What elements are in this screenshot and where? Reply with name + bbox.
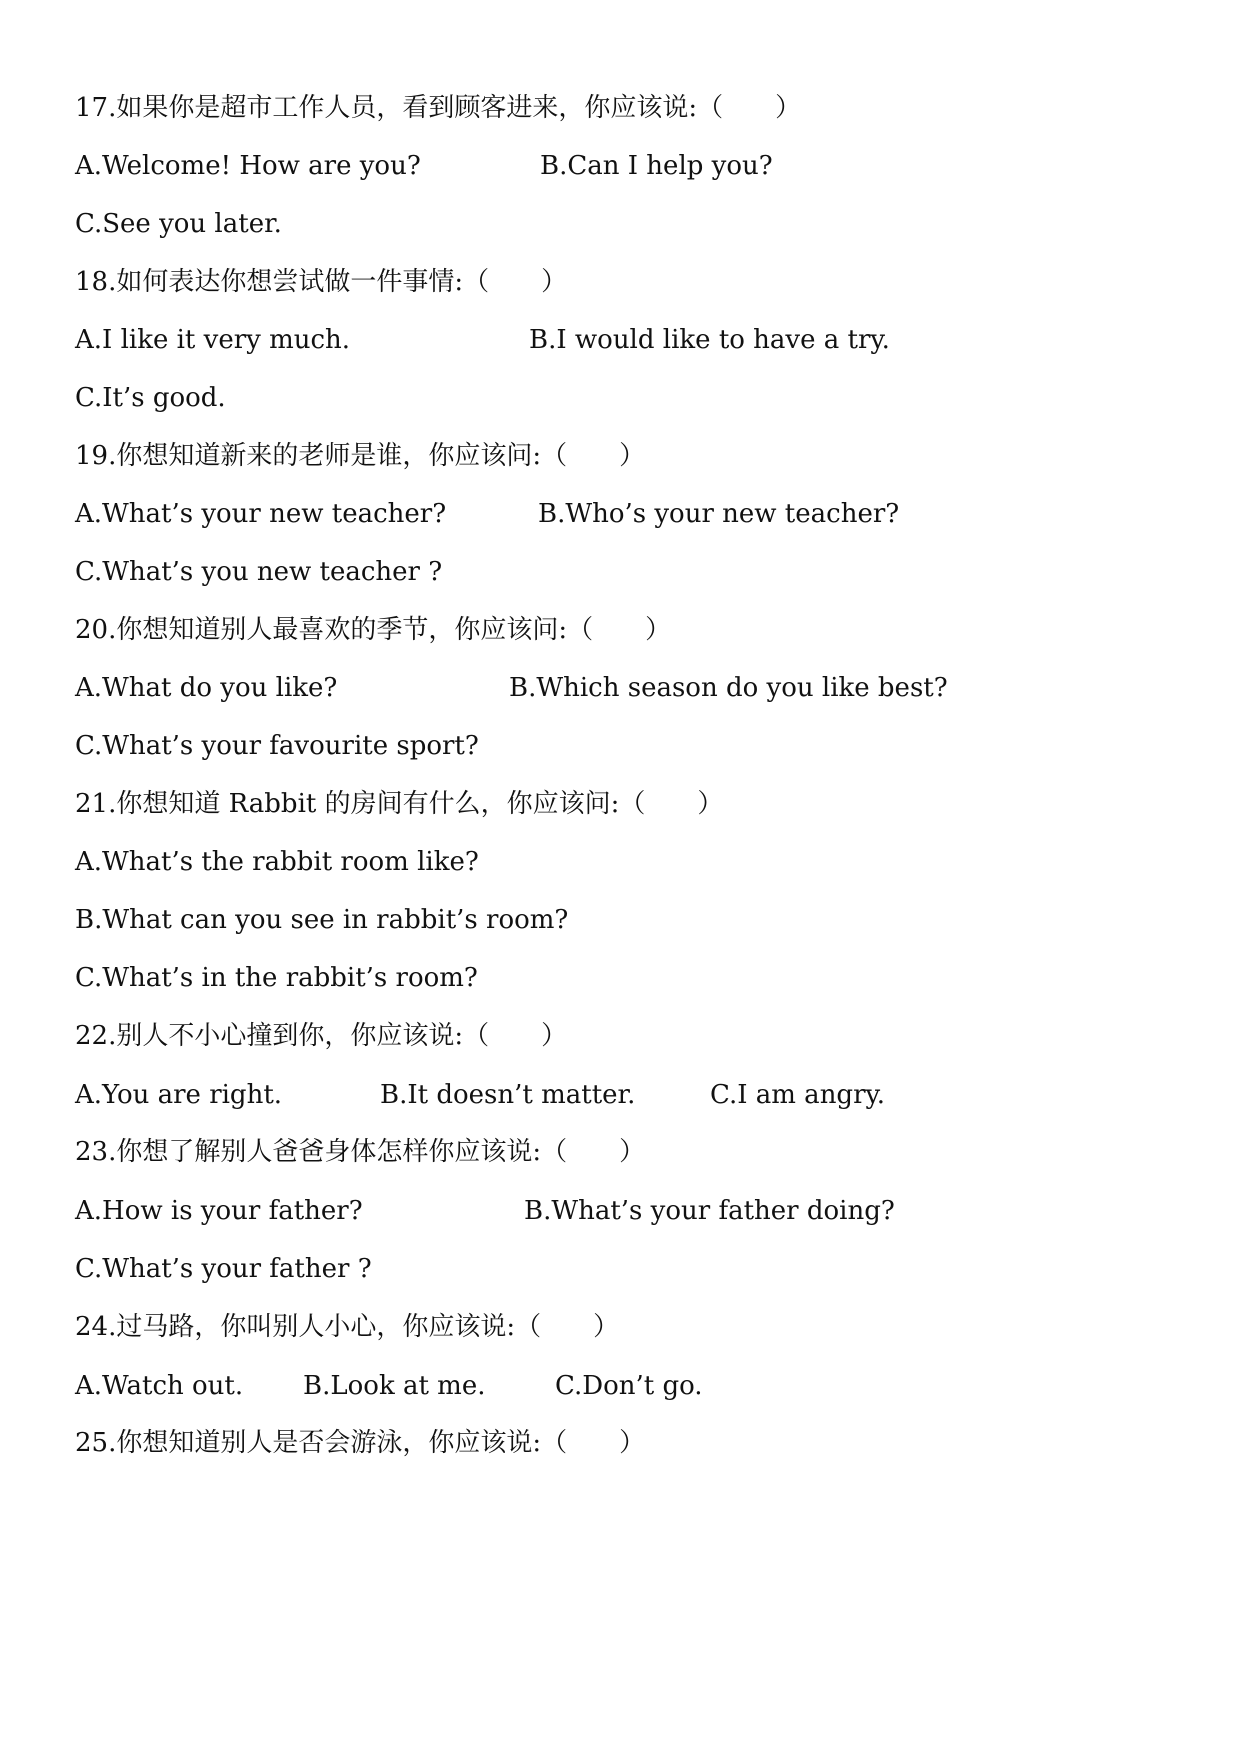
question-23-option-b: B.What’s your father doing? (524, 1196, 895, 1226)
question-19-option-b: B.Who’s your new teacher? (538, 499, 900, 529)
question-24-option-b: B.Look at me. (303, 1371, 486, 1401)
question-25-stem: 25.你想知道别人是否会游泳，你应该说:（ ） (75, 1428, 646, 1458)
question-17-options-row-1 (75, 146, 1175, 186)
question-22-option-b: B.It doesn’t matter. (380, 1080, 636, 1110)
question-22-options-row (75, 1075, 1175, 1115)
question-20-stem: 20.你想知道别人最喜欢的季节，你应该问:（ ） (75, 615, 672, 645)
question-21-option-c: C.What’s in the rabbit’s room? (75, 963, 478, 993)
question-17-stem: 17.如果你是超市工作人员，看到顾客进来，你应该说:（ ） (75, 93, 802, 123)
question-21-option-a: A.What’s the rabbit room like? (75, 847, 479, 877)
question-24-option-c: C.Don’t go. (555, 1371, 703, 1401)
question-18-option-b: B.I would like to have a try. (529, 325, 890, 355)
question-19-option-a: A.What’s your new teacher? (75, 499, 447, 529)
question-17-option-b: B.Can I help you? (540, 151, 773, 181)
question-23-options-row-1 (75, 1191, 1175, 1231)
question-22-option-c: C.I am angry. (710, 1080, 886, 1110)
question-18-stem: 18.如何表达你想尝试做一件事情:（ ） (75, 267, 568, 297)
question-17-option-a: A.Welcome! How are you? (75, 151, 421, 181)
question-20-options-row-1 (75, 668, 1175, 708)
question-19-stem: 19.你想知道新来的老师是谁，你应该问:（ ） (75, 441, 646, 471)
question-19-option-c: C.What’s you new teacher ? (75, 557, 443, 587)
question-23-stem: 23.你想了解别人爸爸身体怎样你应该说:（ ） (75, 1137, 646, 1167)
question-24-stem: 24.过马路，你叫别人小心，你应该说:（ ） (75, 1312, 620, 1342)
question-18-option-a: A.I like it very much. (75, 325, 351, 355)
question-23-option-c: C.What’s your father ? (75, 1254, 372, 1284)
question-19-options-row-1 (75, 494, 1175, 534)
question-17-option-c: C.See you later. (75, 209, 282, 239)
question-21-option-b: B.What can you see in rabbit’s room? (75, 905, 569, 935)
question-18-option-c: C.It’s good. (75, 383, 226, 413)
question-23-option-a: A.How is your father? (75, 1196, 363, 1226)
question-22-stem: 22.别人不小心撞到你，你应该说:（ ） (75, 1021, 568, 1051)
question-24-options-row (75, 1366, 1175, 1406)
question-20-option-a: A.What do you like? (75, 673, 338, 703)
question-24-option-a: A.Watch out. (75, 1371, 244, 1401)
question-18-options-row-1 (75, 320, 1175, 360)
question-22-option-a: A.You are right. (75, 1080, 283, 1110)
question-20-option-b: B.Which season do you like best? (509, 673, 948, 703)
question-20-option-c: C.What’s your favourite sport? (75, 731, 479, 761)
question-21-stem: 21.你想知道 Rabbit 的房间有什么，你应该问:（ ） (75, 789, 724, 819)
